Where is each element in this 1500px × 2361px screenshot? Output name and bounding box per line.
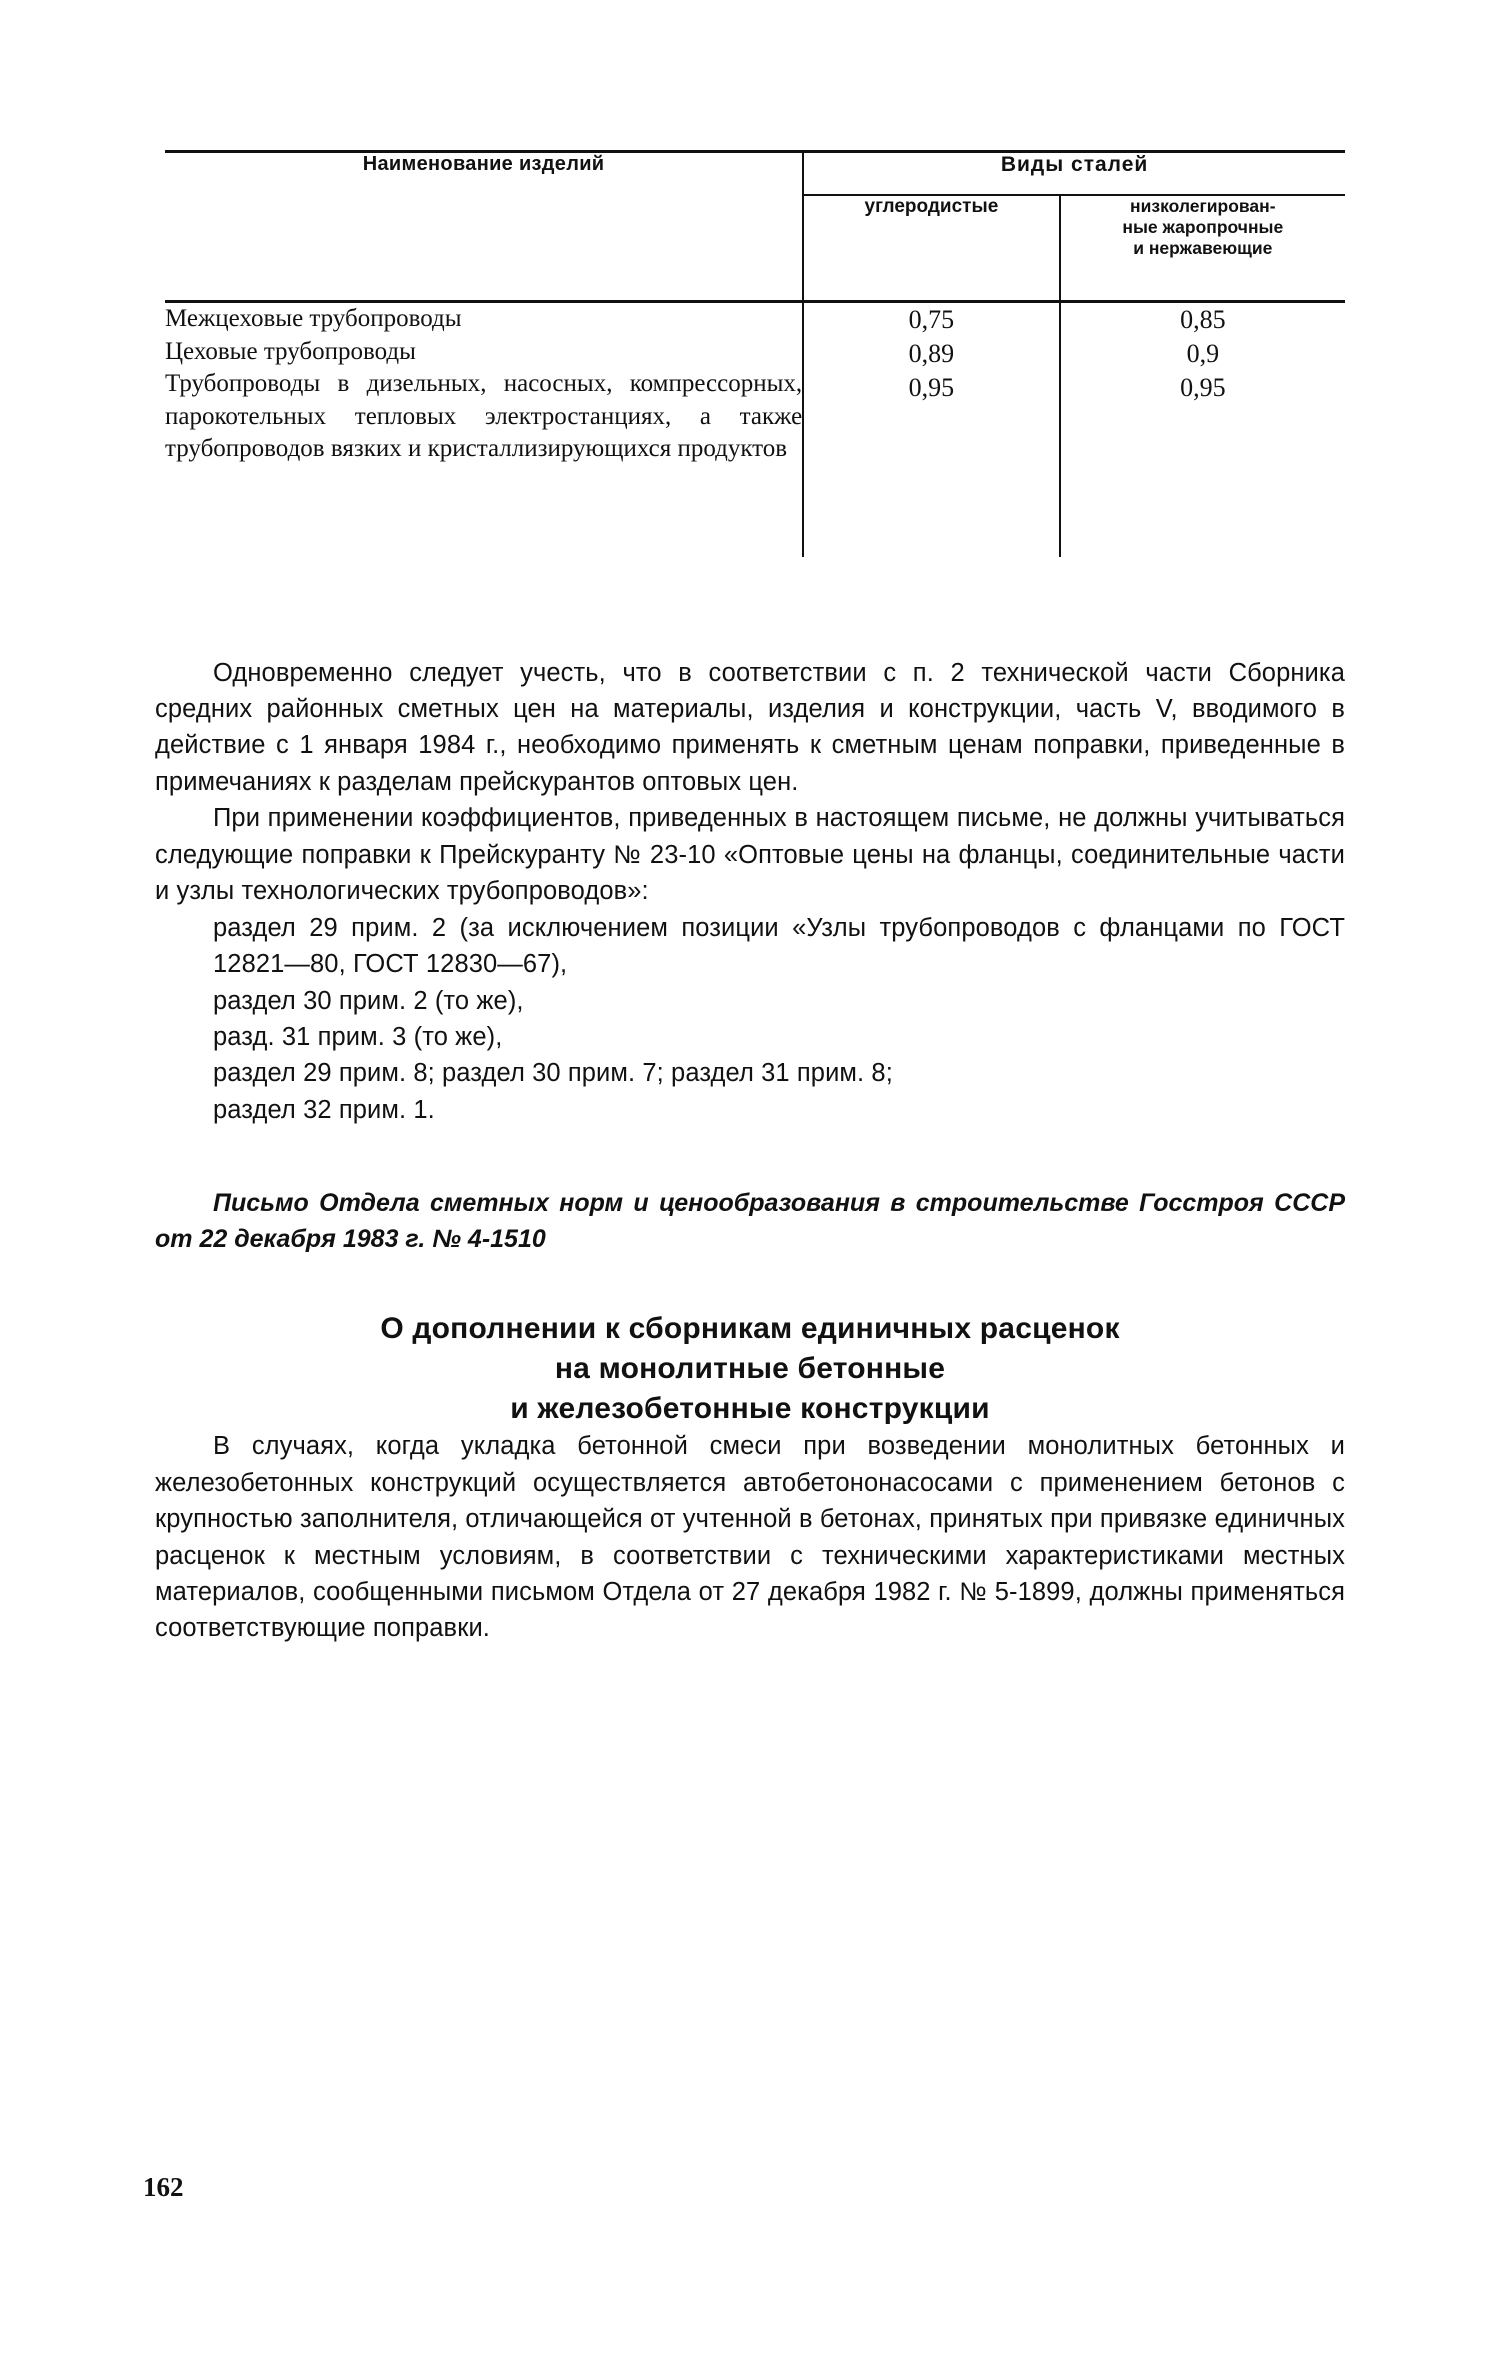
carbon-value-2: 0,89 (908, 338, 955, 368)
table-header-row-1 (165, 152, 1345, 196)
paragraph-1: Одновременно следует учесть, что в соответствии с п. 2 технической части Сборника средних районных сметных цен на материалы, изделия и конструкции, часть V, вводимого в действие с 1 января 1984 г., необходимо применять к сметным ценам поправки, приведенные в примечаниях к разделам прейскурантов оптовых цен. (155, 658, 1345, 796)
page-title-line-3: и железобетонные конструкции (510, 1391, 990, 1425)
column-header-low-alloy-steel (1060, 195, 1345, 301)
table-body (165, 302, 1345, 557)
page-content (155, 150, 1345, 1647)
carbon-value-1: 0,75 (908, 305, 955, 334)
column-header-carbon-steel: углеродистые (803, 195, 1059, 301)
table-header (165, 152, 1345, 302)
page-number: 162 (143, 2172, 184, 2202)
carbon-value-3: 0,95 (908, 372, 955, 402)
product-name-3: Трубопроводы в дизельных, насосных, компрессорных, парокотельных тепловых электростанциях, а также трубопроводов вязких и кристаллизирующихся продуктов (165, 370, 803, 462)
list-item: раздел 29 прим. 2 (за исключением позиции «Узлы трубопроводов с фланцами по ГОСТ 12821—80, ГОСТ 12830—67), (213, 913, 1345, 979)
coefficients-table (165, 150, 1355, 557)
alloy-value-3: 0,95 (1180, 372, 1226, 402)
low-alloy-line-1: низколегирован- (1130, 196, 1276, 217)
cell-product-names (165, 302, 803, 557)
column-group-header-steel-types: Виды сталей (803, 152, 1345, 196)
paragraph-2: При применении коэффициентов, приведенных в настоящем письме, не должны учитываться следующие поправки к Прейскуранту № 23-10 «Оптовые цены на фланцы, соединительные части и узлы технологических трубопроводов»: (155, 804, 1345, 906)
list-item: разд. 31 прим. 3 (то же), (213, 1023, 503, 1052)
paragraph-3: В случаях, когда укладка бетонной смеси при возведении монолитных бетонных и железобетонных конструкций осуществляется автобетононасосами с применением бетонов с крупностью заполнителя, отличающейся от учтенной в бетонах, принятых при привязке единичных расценок к местным условиям, в соответствии с техническими характеристиками местных материалов, сообщенными письмом Отдела от 27 декабря 1982 г. № 5-1899, должны применяться соответствующие поправки. (155, 1432, 1345, 1643)
product-name-1: Межцеховые трубопроводы (165, 305, 462, 332)
source-reference-note: Письмо Отдела сметных норм и ценообразования в строительстве Госстроя СССР от 22 декабря 1983 г. № 4-1510 (155, 1189, 1345, 1253)
column-header-product-name: Наименование изделий (165, 152, 803, 302)
list-item: раздел 32 прим. 1. (213, 1095, 435, 1124)
list-item: раздел 30 прим. 2 (то же), (213, 986, 524, 1015)
body-text (155, 655, 1345, 1647)
page-title (155, 1309, 1345, 1428)
table-row (165, 302, 1345, 557)
table (165, 150, 1345, 557)
list-item: раздел 29 прим. 8; раздел 30 прим. 7; раздел 31 прим. 8; (213, 1059, 893, 1088)
alloy-value-1: 0,85 (1180, 305, 1226, 334)
cell-alloy-values (1060, 302, 1345, 557)
page-title-line-2: на монолитные бетонные (554, 1351, 946, 1385)
page-title-line-1: О дополнении к сборникам единичных расценок (380, 1312, 1120, 1346)
low-alloy-line-2: ные жаропрочные (1122, 216, 1284, 237)
cell-carbon-values (803, 302, 1059, 557)
alloy-value-2: 0,9 (1186, 338, 1220, 368)
product-name-2: Цеховые трубопроводы (165, 337, 416, 365)
low-alloy-line-3: и нержавеющие (1133, 237, 1273, 258)
